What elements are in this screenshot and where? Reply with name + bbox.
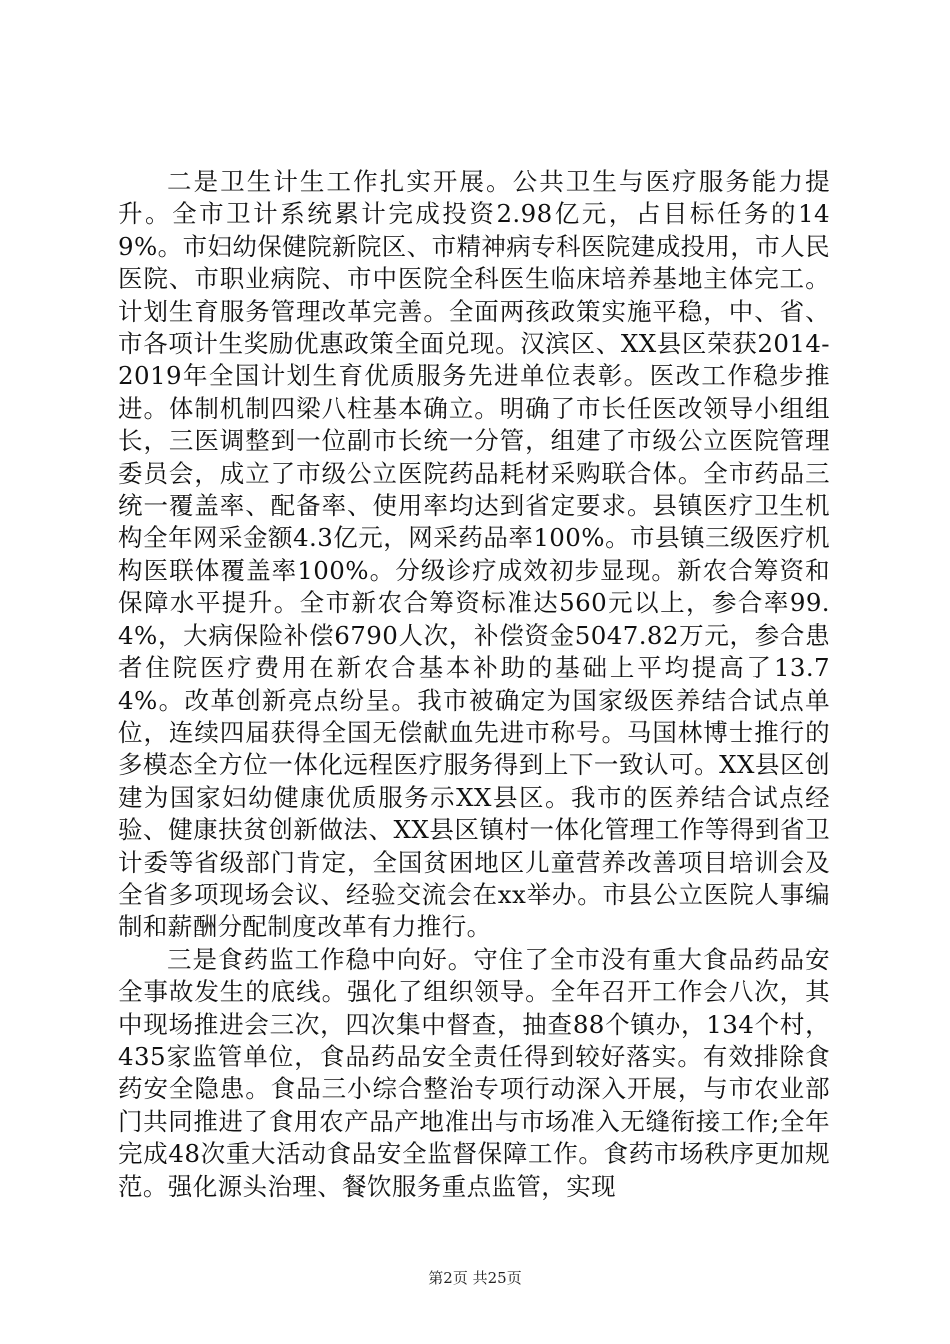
page-footer: 第2页 共25页 [428, 1269, 522, 1287]
document-body [118, 166, 830, 1203]
paragraph-health-family-planning: 二是卫生计生工作扎实开展。公共卫生与医疗服务能力提升。全市卫计系统累计完成投资2.98亿元，占目标任务的149%。市妇幼保健院新院区、市精神病专科医院建成投用，市人民医院、市职业病院、市中医院全科医生临床培养基地主体完工。计划生育服务管理改革完善。全面两孩政策实施平稳，中、省、市各项计生奖励优惠政策全面兑现。汉滨区、XX县区荣获2014-2019年全国计划生育优质服务先进单位表彰。医改工作稳步推进。体制机制四梁八柱基本确立。明确了市长任医改领导小组组长，三医调整到一位副市长统一分管，组建了市级公立医院管理委员会，成立了市级公立医院药品耗材采购联合体。全市药品三统一覆盖率、配备率、使用率均达到省定要求。县镇医疗卫生机构全年网采金额4.3亿元，网采药品率100%。市县镇三级医疗机构医联体覆盖率100%。分级诊疗成效初步显现。新农合筹资和保障水平提升。全市新农合筹资标准达560元以上，参合率99.4%，大病保险补偿6790人次，补偿资金5047.82万元，参合患者住院医疗费用在新农合基本补助的基础上平均提高了13.74%。改革创新亮点纷呈。我市被确定为国家级医养结合试点单位，连续四届获得全国无偿献血先进市称号。马国林博士推行的多模态全方位一体化远程医疗服务得到上下一致认可。XX县区创建为国家妇幼健康优质服务示XX县区。我市的医养结合试点经验、健康扶贫创新做法、XX县区镇村一体化管理工作等得到省卫计委等省级部门肯定，全国贫困地区儿童营养改善项目培训会及全省多项现场会议、经验交流会在xx举办。市县公立医院人事编制和薪酬分配制度改革有力推行。 [118, 167, 830, 942]
paragraph-food-drug-supervision: 三是食药监工作稳中向好。守住了全市没有重大食品药品安全事故发生的底线。强化了组织领导。全年召开工作会八次，其中现场推进会三次，四次集中督查，抽查88个镇办，134个村，435家监管单位，食品药品安全责任得到较好落实。有效排除食药安全隐患。食品三小综合整治专项行动深入开展，与市农业部门共同推进了食用农产品产地准出与市场准入无缝衔接工作;全年完成48次重大活动食品安全监督保障工作。食药市场秩序更加规范。强化源头治理、餐饮服务重点监管，实现 [118, 944, 830, 1201]
